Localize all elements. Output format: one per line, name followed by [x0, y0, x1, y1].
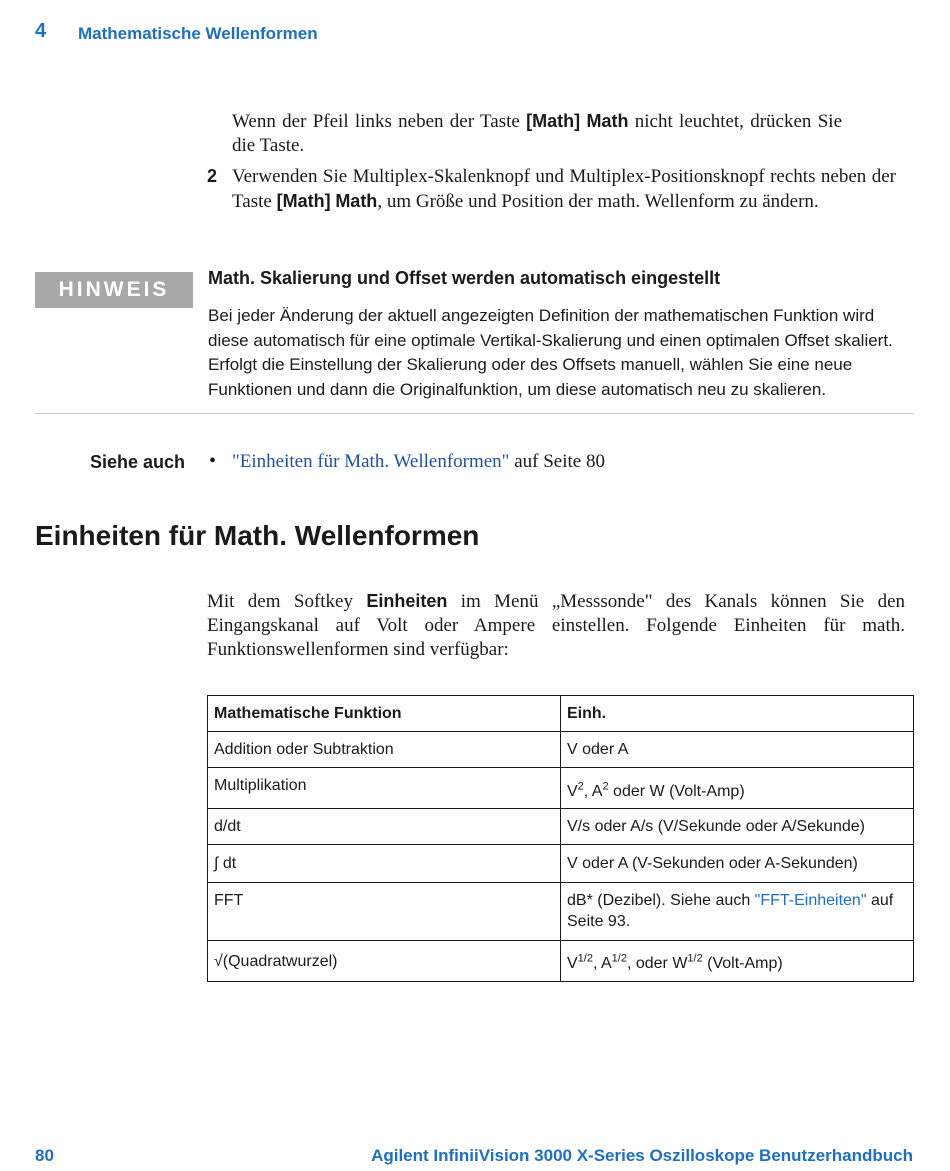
table-row: [208, 883, 914, 941]
unit-cell: V oder A: [561, 732, 914, 768]
table-row: [208, 941, 914, 982]
unit-part: oder W (Volt-Amp): [608, 782, 745, 800]
function-cell: √(Quadratwurzel): [208, 941, 561, 982]
unit-superscript: 1/2: [687, 952, 703, 965]
einheiten-softkey: Einheiten: [366, 591, 448, 611]
table-row: [208, 732, 914, 768]
see-also-link[interactable]: "Einheiten für Math. Wellenformen": [232, 451, 510, 472]
see-also-bullet: •: [209, 450, 217, 472]
section-text-post: im Menü „Messsonde" des Kanals können Sie den Eingangskanal auf Volt oder Ampere einstellen. Folgende Einheiten für math. Funktionswellenformen sind verfügbar:: [207, 591, 905, 660]
unit-cell: [561, 941, 914, 982]
intro-text-pre: Wenn der Pfeil links neben der Taste: [232, 111, 527, 132]
footer-book-title: Agilent InfiniiVision 3000 X-Series Oszilloskope Benutzerhandbuch: [371, 1146, 913, 1165]
section-heading: Einheiten für Math. Wellenformen: [35, 520, 480, 551]
unit-cell: V/s oder A/s (V/Sekunde oder A/Sekunde): [561, 809, 914, 845]
function-cell: Multiplikation: [208, 768, 561, 809]
note-text: Bei jeder Änderung der aktuell angezeigten Definition der mathematischen Funktion wird diese automatisch für eine optimale Vertikal-Skalierung und einen optimalen Offset skaliert. Erfolgt die Einstellung der Skalierung oder des Offsets manuell, wählen Sie eine neue Funktionen und dann die Originalfunktion, um diese automatisch neu zu skalieren.: [208, 306, 893, 399]
step-text-post: , um Größe und Position der math. Wellenform zu ändern.: [377, 191, 819, 212]
column-header-function: Mathematische Funktion: [208, 696, 561, 732]
step-number: 2: [207, 166, 218, 186]
unit-superscript: 1/2: [611, 952, 627, 965]
intro-text-post: nicht leuchtet, drücken Sie die Taste.: [232, 111, 843, 156]
unit-superscript: 2: [577, 780, 584, 793]
table-row: [208, 809, 914, 845]
chapter-title: Mathematische Wellenformen: [78, 24, 318, 43]
step-math-key-bracket: [Math]: [276, 191, 331, 211]
unit-cell: V oder A (V-Sekunden oder A-Sekunden): [561, 845, 914, 883]
unit-part: , oder W: [626, 954, 688, 972]
section-text-pre: Mit dem Softkey: [207, 591, 367, 612]
unit-superscript: 2: [602, 780, 609, 793]
section-paragraph: [207, 589, 905, 662]
see-also-entry: [232, 451, 605, 473]
see-also-label: Siehe auch: [90, 452, 186, 472]
units-table: [207, 695, 914, 982]
step-text-pre: Verwenden Sie Multiplex-Skalenknopf und Multiplex-Positionsknopf rechts neben der Taste: [232, 166, 896, 212]
unit-part: auf Seite 93.: [567, 892, 894, 930]
note-divider: [35, 413, 913, 414]
fft-units-link[interactable]: "FFT-Einheiten": [754, 892, 867, 909]
see-also-suffix: auf Seite 80: [509, 451, 605, 472]
unit-cell: [561, 883, 914, 941]
function-cell: Addition oder Subtraktion: [208, 732, 561, 768]
unit-cell: [561, 768, 914, 809]
function-cell: FFT: [208, 883, 561, 941]
note-title: Math. Skalierung und Offset werden automatisch eingestellt: [208, 268, 721, 288]
footer-page-number: 80: [35, 1146, 54, 1165]
unit-part: (Volt-Amp): [702, 954, 783, 972]
chapter-number: 4: [35, 20, 47, 42]
unit-part: , A: [583, 782, 603, 800]
unit-part: , A: [592, 954, 612, 972]
column-header-unit: Einh.: [561, 696, 914, 732]
function-cell: d/dt: [208, 809, 561, 845]
math-key-bracket: [Math]: [526, 111, 581, 131]
step-paragraph: [232, 165, 896, 214]
table-row: [208, 768, 914, 809]
intro-paragraph: [232, 109, 842, 158]
unit-part: dB* (Dezibel). Siehe auch: [567, 892, 755, 909]
table-header-row: [208, 696, 914, 732]
unit-part: V: [567, 782, 578, 800]
note-label-box: HINWEIS: [35, 272, 193, 308]
function-cell: ∫ dt: [208, 845, 561, 883]
unit-part: V: [567, 954, 578, 972]
unit-superscript: 1/2: [577, 952, 593, 965]
math-key-name: Math: [586, 111, 629, 131]
step-math-key-name: Math: [335, 191, 378, 211]
table-row: [208, 845, 914, 883]
